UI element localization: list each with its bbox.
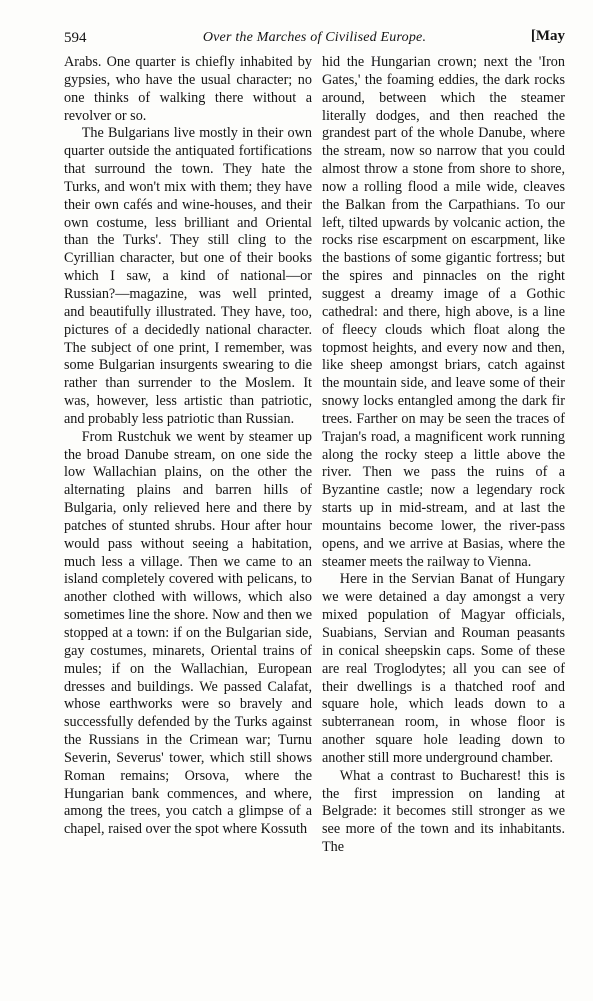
paragraph: From Rustchuk we went by steamer up the broad Danube stream, on one side the low Wallachian plains, on the other the alternating plains and barren hills of Bulgaria, only relieved here and there by patches of stunted shrubs. Hour after hour would pass without seeing a habitation, much less a village. Then we came to an island completely covered with pelicans, to another clothed with willows, which also sometimes line the shore. Now and then we stopped at a town: if on the Bulgarian side, gay costumes, minarets, Oriental trains of mules; if on the Wallachian, European dresses and buildings. We passed Calafat, whose earthworks were so bravely and successfully defended by the Turks against the Russians in the Crimean war; Turnu Severin, Severus' tower, which still shows Roman remains; Orsova, where the Hungarian bank commences, and where, among the trees, you catch a glimpse of a chapel, raised over the spot where Kossuth	[64, 428, 312, 838]
page-number: 594	[64, 30, 87, 46]
page-header	[64, 28, 565, 50]
paragraph: Here in the Servian Banat of Hungary we were detained a day amongst a very mixed population of Magyar officials, Suabians, Servian and Rouman peasants in conical sheepskin caps. Some of these are real Troglodytes; all you can see of their dwellings is a thatched roof and square hole, which leads down to a subterranean room, in whose floor is another square hole leading down to another still more underground chamber.	[322, 571, 565, 766]
paragraph: hid the Hungarian crown; next the 'Iron Gates,' the foaming eddies, the dark rocks around, between which the steamer literally dodges, and then reached the grandest part of the whole Danube, where the stream, now so narrow that you could almost throw a stone from shore to shore, now a rolling flood a mile wide, cleaves the Balkan from the Carpathians. To our left, tilted upwards by volcanic action, the rocks rise escarpment on escarpment, like the bastions of some gigantic fortress; but the spires and pinnacles on the right suggest a dreamy image of a Gothic cathedral: and there, high above, is a line of fleecy clouds which float along the topmost heights, and every now and then, like sheep amongst briars, catch against the mountain side, and leave some of their snowy locks entangled among the dark fir trees. Farther on may be seen the traces of Trajan's road, a magnificent work running along the rocky steep a little above the river. Then we pass the ruins of a Byzantine castle; now a legendary rock starts up in mid-stream, and at last the mountains become lower, the river-pass opens, and we arrive at Basias, where the steamer meets the railway to Vienna.	[322, 54, 565, 570]
paragraph: The Bulgarians live mostly in their own quarter outside the antiquated fortifications that surround the town. They hate the Turks, and won't mix with them; they have their own cafés and wine-houses, and their own costume, less brilliant and Oriental than the Turks'. They still cling to the Cyrillian character, but one of their books which I saw, a kind of national—or Russian?—magazine, was well printed, and beautifully illustrated. They have, too, pictures of a decidedly national character. The subject of one print, I remember, was some Bulgarian insurgents swearing to die rather than surrender to the Moslem. It was, however, less artistic than patriotic, and probably less patriotic than Russian.	[64, 125, 312, 427]
paragraph: Arabs. One quarter is chiefly inhabited by gypsies, who have the usual character; no one thinks of walking there without a revolver or so.	[64, 54, 312, 124]
left-column	[64, 54, 312, 839]
paragraph: What a contrast to Bucharest! this is the first impression on landing at Belgrade: it becomes still stronger as we see more of the town and its inhabitants. The	[322, 767, 565, 856]
right-column	[322, 54, 565, 857]
running-title: Over the Marches of Civilised Europe.	[202, 30, 427, 45]
month-marker: [May	[530, 28, 565, 44]
